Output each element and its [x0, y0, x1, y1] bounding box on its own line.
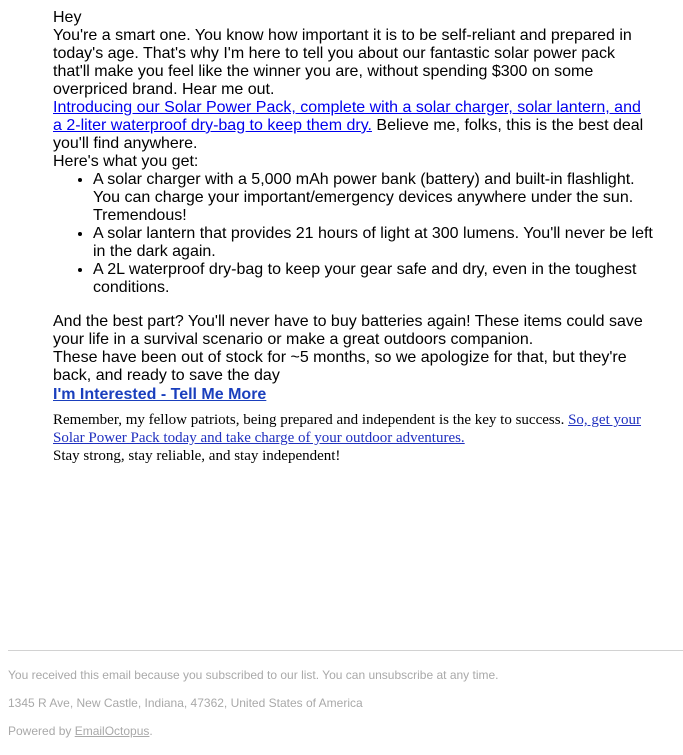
emailoctopus-link[interactable]: EmailOctopus — [74, 724, 150, 738]
email-footer — [8, 668, 683, 738]
get-power-pack-link[interactable]: So, get your Solar Power Pack today and take charge of your outdoor adventures. — [53, 412, 642, 446]
intro-paragraph: You're a smart one. You know how important it is to be self-reliant and prepared in today's age. That's why I'm here to tell you about our fantastic solar power pack that'll make you feel like the winner you are, without spending $300 on some overpriced brand. Hear me out. — [53, 27, 632, 98]
footer-divider — [8, 650, 683, 651]
powered-by-suffix: . — [149, 724, 153, 738]
offer-paragraph — [53, 99, 653, 153]
signoff-text: Stay strong, stay reliable, and stay independent! — [53, 448, 341, 464]
benefits-list — [53, 171, 653, 297]
remember-paragraph — [53, 411, 653, 447]
list-heading: Here's what you get: — [53, 153, 199, 170]
list-item: • A solar charger with a 5,000 mAh power bank (battery) and built-in flashlight. You can charge your important/emergency devices anywhere under the sun. Tremendous! — [93, 171, 653, 225]
list-item: • A solar lantern that provides 21 hours of light at 300 lumens. You'll never be left in the dark again. — [93, 225, 653, 261]
subscription-notice: You received this email because you subscribed to our list. You can unsubscribe at any time. — [8, 668, 499, 682]
list-item: • A 2L waterproof dry-bag to keep your gear safe and dry, even in the toughest conditions. — [93, 261, 653, 297]
mailing-address: 1345 R Ave, New Castle, Indiana, 47362, United States of America — [8, 696, 363, 710]
offer-text: Believe me, folks, this is the best deal you'll find anywhere. — [53, 117, 644, 152]
greeting-text: Hey — [53, 9, 82, 26]
offer-link[interactable]: Introducing our Solar Power Pack, complete with a solar charger, solar lantern, and a 2-liter waterproof dry-bag to keep them dry. — [53, 99, 641, 134]
email-body — [53, 9, 653, 465]
remember-text: Remember, my fellow patriots, being prepared and independent is the key to success. — [53, 412, 569, 428]
powered-by — [8, 724, 683, 738]
stock-paragraph: These have been out of stock for ~5 months, so we apologize for that, but they're back, and ready to save the day — [53, 349, 627, 384]
best-part-paragraph: And the best part? You'll never have to buy batteries again! These items could save your life in a survival scenario or make a great outdoors companion. — [53, 313, 643, 348]
interested-cta-link[interactable]: I'm Interested - Tell Me More — [53, 386, 267, 403]
powered-by-prefix: Powered by — [8, 724, 75, 738]
